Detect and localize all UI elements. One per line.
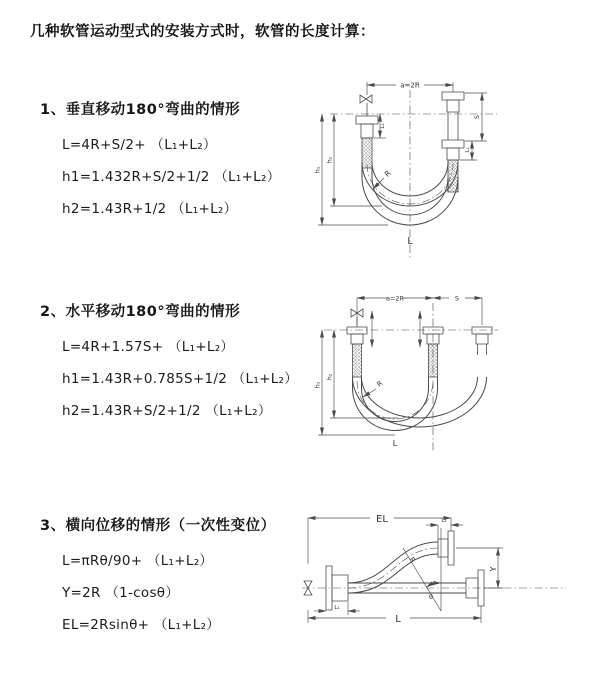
dim-label-r: R [382, 168, 393, 179]
right-flange-lower [442, 140, 464, 148]
dim-label-h1: h₁ [313, 166, 322, 174]
dim-label-theta: θ [429, 593, 433, 601]
dim-label-span: a=2R [400, 81, 420, 90]
dim-label-span: a=2R [385, 294, 405, 303]
middle-braid [429, 344, 438, 377]
dim-label-l: L [392, 439, 398, 448]
right-flange [472, 327, 492, 334]
hose-centerline-arc [357, 381, 433, 419]
section-1-heading: 1、垂直移动180°弯曲的情形 [40, 102, 241, 118]
left-flange [347, 327, 367, 334]
dim-label-h1: h₁ [313, 381, 322, 389]
diagram-vertical-bend [310, 62, 590, 262]
formula-line: L=4R+1.57S+ （L₁+L₂） [62, 339, 235, 355]
dim-label-y: Y [489, 566, 498, 572]
formula-line: L=4R+S/2+ （L₁+L₂） [62, 137, 217, 153]
formula-line: Y=2R （1-cosθ） [62, 585, 180, 601]
right-flange-upper [442, 92, 464, 100]
left-hub [361, 124, 373, 138]
hose-curve-centerline [348, 548, 438, 588]
dim-label-r: R [407, 555, 417, 565]
right-hub-lower [447, 148, 459, 160]
left-hub [351, 334, 363, 344]
left-flange [356, 116, 378, 124]
formula-line: h1=1.432R+S/2+1/2 （L₁+L₂） [62, 169, 281, 185]
dim-label-s: S [473, 114, 481, 120]
formula-line: h2=1.43R+1/2 （L₁+L₂） [62, 201, 238, 217]
diagram-horizontal-bend [310, 283, 590, 468]
dim-label-r: R [375, 379, 385, 389]
page-title: 几种软管运动型式的安装方式时，软管的长度计算： [30, 24, 375, 40]
right-hub-upper [447, 100, 459, 112]
left-braid [353, 344, 362, 377]
formula-line: EL=2Rsinθ+ （L₁+L₂） [62, 617, 221, 633]
hose-curve-bottom [348, 554, 438, 593]
dim-label-l1-top: L₁ [441, 518, 447, 524]
valve-icon [360, 95, 372, 103]
section-2-heading: 2、水平移动180°弯曲的情形 [40, 304, 241, 320]
section-horizontal-bend [40, 300, 298, 427]
diagram-lateral-displacement [298, 498, 598, 668]
right-hub-upper [438, 539, 448, 557]
section-lateral-displacement [40, 514, 276, 641]
section-3-heading: 3、横向位移的情形（一次性变位） [40, 518, 276, 534]
dim-label-h2: h₂ [325, 156, 334, 164]
right-flange-upper [448, 531, 454, 565]
dim-label-l1-left: L₁ [380, 123, 386, 129]
section-vertical-bend [40, 98, 281, 225]
dim-label-s: S [454, 294, 460, 303]
dim-label-l1-bottom: L₁ [334, 605, 340, 611]
left-braid [362, 138, 372, 168]
dim-label-l1-right: L₁ [465, 147, 471, 153]
formula-line: h1=1.43R+0.785S+1/2 （L₁+L₂） [62, 371, 299, 387]
hose-outer-pos2 [353, 377, 487, 427]
dim-label-el: EL [376, 514, 388, 525]
dim-label-l: L [395, 614, 401, 625]
formula-line: h2=1.43R+S/2+1/2 （L₁+L₂） [62, 403, 272, 419]
dim-label-h2: h₂ [325, 373, 334, 381]
dim-label-l: L [407, 236, 413, 247]
hose-curve-top [348, 542, 438, 583]
right-hub [476, 334, 488, 344]
formula-line: L=πRθ/90+ （L₁+L₂） [62, 553, 214, 569]
